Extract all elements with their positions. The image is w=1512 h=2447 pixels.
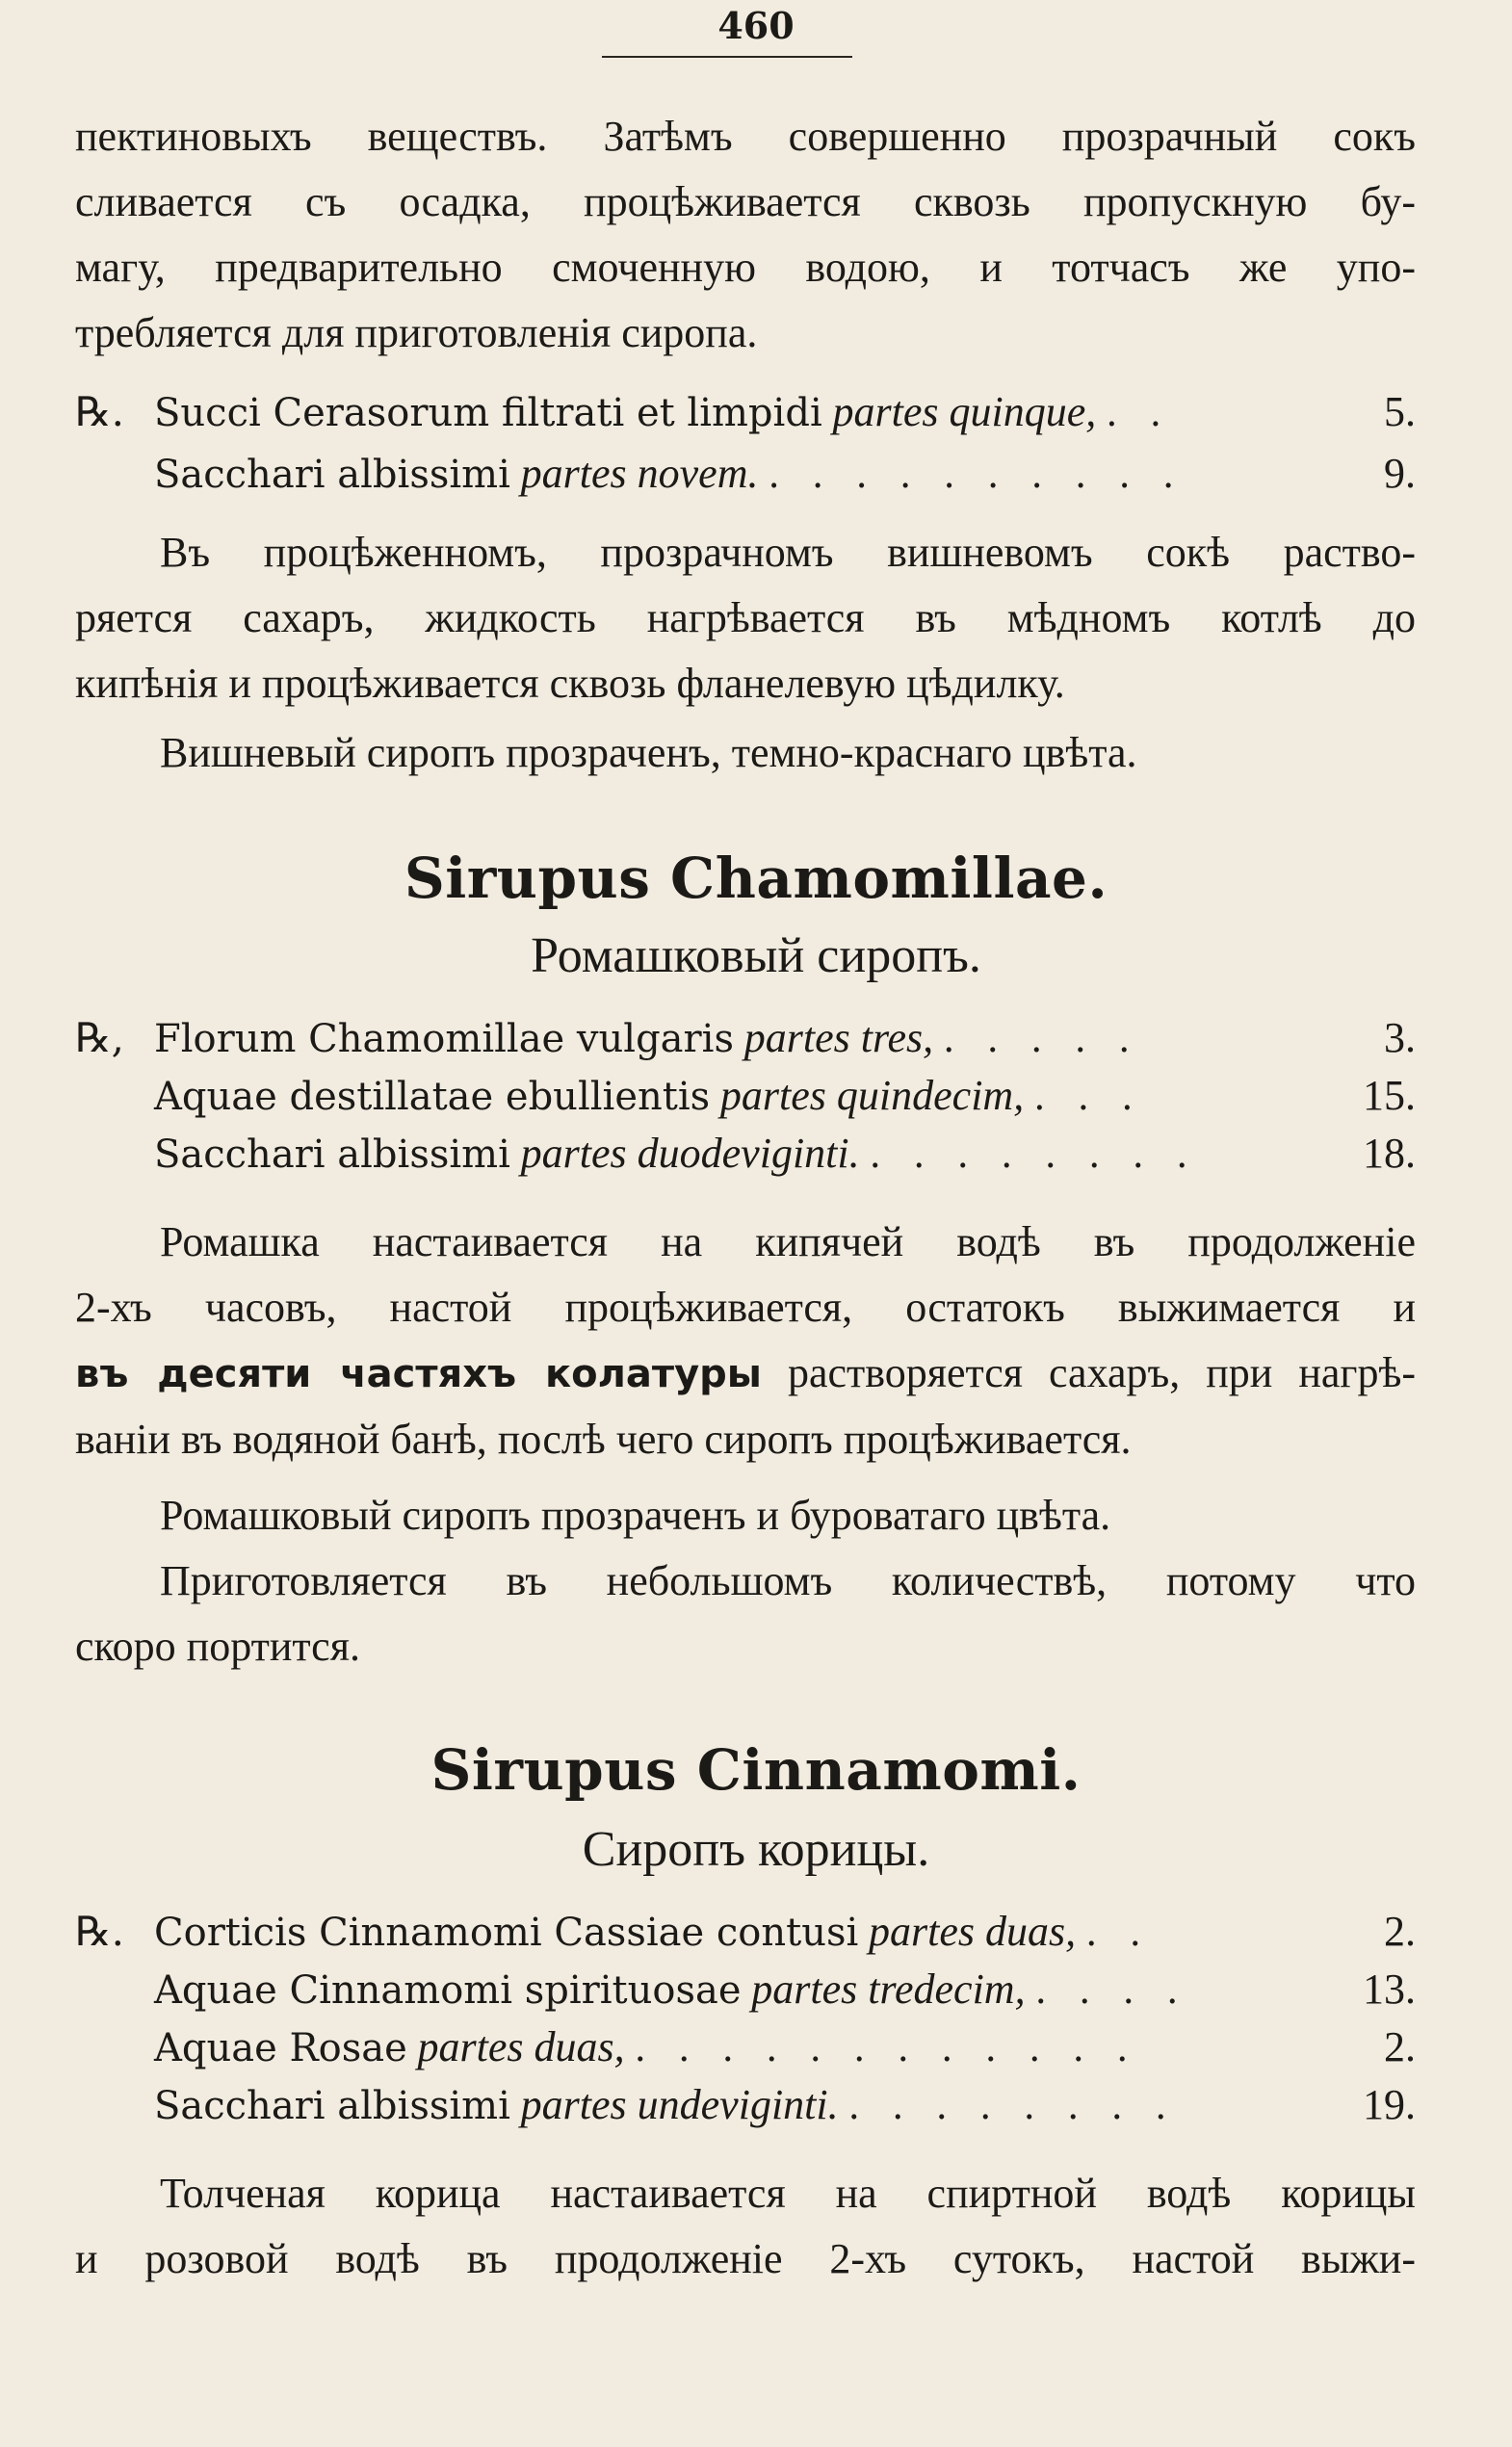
recipe-line	[75, 1125, 1416, 1183]
recipe-line	[75, 2076, 1416, 2134]
text-line: пектиновыхъ веществъ. Затѣмъ совершенно прозрачный сокъ	[75, 113, 1416, 160]
text-line	[75, 1341, 1416, 1407]
ingredient-quantity: 9.	[1384, 450, 1416, 497]
text-line: кипѣнія и процѣживается сквозь фланелевую цѣдилку.	[75, 660, 1065, 707]
paragraph-chamomile-result	[75, 1483, 1416, 1549]
ingredient-name: Aquae Cinnamomi spirituosae	[154, 1968, 742, 2013]
text-line: Ромашка настаивается на кипячей водѣ въ продолженіе	[160, 1218, 1416, 1265]
ingredient-quantity: 15.	[1363, 1072, 1416, 1119]
paragraph-cherry-result	[75, 720, 1416, 786]
paragraph-chamomile-storage	[75, 1549, 1416, 1679]
text-line: Въ процѣженномъ, прозрачномъ вишневомъ сокѣ раство-	[160, 529, 1416, 576]
leader-dots: . . . . . . . .	[848, 2083, 1178, 2128]
ingredient-portion: partes duas,	[417, 2023, 625, 2070]
text-line: ряется сахаръ, жидкость нагрѣвается въ мѣдномъ котлѣ до	[75, 594, 1416, 641]
section-title: Sirupus Chamomillae.	[404, 846, 1108, 911]
section-title: Sirupus Cinnamomi.	[430, 1737, 1082, 1803]
ingredient-name: Aquae Rosae	[154, 2026, 407, 2070]
leader-dots: . .	[1107, 390, 1173, 435]
paragraph-cinnamon-process	[75, 2161, 1416, 2292]
text-line: магу, предварительно смоченную водою, и тотчасъ же упо-	[75, 244, 1416, 291]
ingredient-quantity: 5.	[1384, 388, 1416, 435]
paragraph-intro	[75, 104, 1416, 366]
ingredient-portion: partes quindecim,	[719, 1072, 1025, 1119]
ingredient-portion: partes tres,	[743, 1014, 934, 1061]
leader-dots: . . . . . . . . . .	[769, 452, 1186, 497]
ingredient-quantity: 13.	[1363, 1965, 1416, 2013]
recipe-line	[75, 1067, 1416, 1125]
recipe-line	[75, 445, 1416, 503]
leader-dots: . .	[1085, 1910, 1153, 1955]
ingredient-portion: partes duas,	[869, 1908, 1077, 1955]
leader-dots: . . . .	[1035, 1967, 1189, 2013]
leader-dots: . . . . . . . . . . . .	[635, 2025, 1139, 2070]
recipe-line	[75, 1903, 1416, 1961]
text-fragment: растворяется сахаръ, при нагрѣ-	[761, 1349, 1416, 1396]
recipe-line	[75, 383, 1416, 441]
text-line: сливается съ осадка, процѣживается сквозь пропускную бу-	[75, 178, 1416, 225]
ingredient-name: Florum Chamomillae vulgaris	[154, 1017, 734, 1061]
ingredient-quantity: 3.	[1384, 1014, 1416, 1061]
ingredient-quantity: 18.	[1363, 1130, 1416, 1177]
recipe-symbol: ℞.	[75, 388, 125, 435]
text-line: Вишневый сиропъ прозраченъ, темно-краснаго цвѣта.	[160, 729, 1137, 776]
page-number: 460	[717, 4, 795, 47]
recipe-line	[75, 1961, 1416, 2018]
text-line: Ромашковый сиропъ прозраченъ и буроватаго цвѣта.	[160, 1492, 1111, 1539]
section-subtitle: Ромашковый сиропъ.	[531, 928, 981, 983]
recipe-line	[75, 1009, 1416, 1067]
ingredient-name: Sacchari albissimi	[154, 2084, 510, 2128]
text-line: ваніи въ водяной банѣ, послѣ чего сиропъ процѣживается.	[75, 1416, 1132, 1463]
paragraph-cherry-process	[75, 520, 1416, 716]
section-subtitle: Сиропъ корицы.	[582, 1822, 930, 1877]
ingredient-quantity: 2.	[1384, 2023, 1416, 2070]
ingredient-name: Corticis Cinnamomi Cassiae contusi	[154, 1911, 859, 1955]
recipe-symbol: ℞.	[75, 1908, 125, 1955]
paragraph-chamomile-process	[75, 1210, 1416, 1472]
text-line: скоро портится.	[75, 1623, 360, 1670]
ingredient-portion: partes tredecim,	[751, 1965, 1026, 2013]
ingredient-name: Succi Cerasorum filtrati et limpidi	[154, 391, 822, 435]
leader-dots: . . .	[1033, 1074, 1144, 1119]
text-line: Приготовляется въ небольшомъ количествѣ, потому что	[160, 1557, 1416, 1604]
ingredient-name: Aquae destillatae ebullientis	[154, 1075, 711, 1119]
text-line: и розовой водѣ въ продолженіе 2-хъ сутокъ, настой выжи-	[75, 2235, 1416, 2282]
recipe-line	[75, 2018, 1416, 2076]
ingredient-portion: partes novem.	[520, 450, 759, 497]
recipe-symbol: ℞,	[75, 1014, 125, 1061]
text-line: требляется для приготовленія сиропа.	[75, 309, 758, 356]
ingredient-portion: partes undeviginti.	[520, 2081, 839, 2128]
leader-dots: . . . . . . . .	[870, 1132, 1199, 1177]
bold-phrase: въ десяти частяхъ колатуры	[75, 1352, 762, 1396]
ingredient-quantity: 2.	[1384, 1908, 1416, 1955]
leader-dots: . . . . .	[943, 1016, 1141, 1061]
text-line: Толченая корица настаивается на спиртной водѣ корицы	[160, 2170, 1416, 2217]
ingredient-portion: partes duodeviginti.	[520, 1130, 860, 1177]
header-rule	[602, 56, 852, 58]
text-line: 2-хъ часовъ, настой процѣживается, остатокъ выжимается и	[75, 1284, 1416, 1331]
ingredient-quantity: 19.	[1363, 2081, 1416, 2128]
ingredient-portion: partes quinque,	[832, 388, 1097, 435]
ingredient-name: Sacchari albissimi	[154, 453, 510, 497]
ingredient-name: Sacchari albissimi	[154, 1132, 510, 1177]
